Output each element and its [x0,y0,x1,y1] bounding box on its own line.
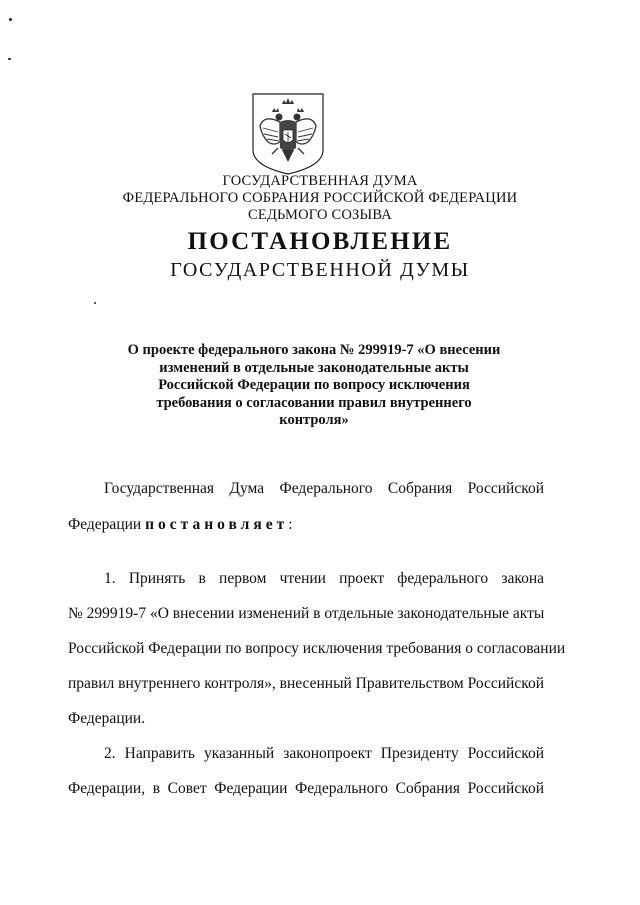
paragraph-2-line: 2. Направить указанный законопроект Президенту Российской [104,745,544,762]
subject-line: О проекте федерального закона № 299919-7 «О внесении [127,342,501,358]
scan-speck [9,18,12,21]
subject-line: контроля» [279,412,349,428]
intro-line: Государственная Дума Федерального Собрания Российской [104,480,544,497]
paragraph-1-line: правил внутреннего контроля», внесенный Правительством Российской [68,675,544,692]
subject-line: изменений в отдельные законодательные акты [159,359,469,376]
intro-text: Федерации [68,516,146,533]
paragraph-1-line: Российской Федерации по вопросу исключения требования о согласовании [68,640,566,657]
paragraph-2-line: Федерации, в Совет Федерации Федерального Собрания Российской [68,780,544,797]
subject-line: Российской Федерации по вопросу исключения [158,377,470,393]
intro-colon: : [288,516,293,533]
intro-line [68,516,293,534]
paragraph-1-line: Федерации. [68,710,146,727]
paragraph-1-line: № 299919-7 «О внесении изменений в отдельные законодательные акты [68,605,545,622]
document-subtitle: ГОСУДАРСТВЕННОЙ ДУМЫ [170,259,470,281]
resolves-word: постановляет [145,516,289,533]
assembly-name: ФЕДЕРАЛЬНОГО СОБРАНИЯ РОССИЙСКОЙ ФЕДЕРАЦИИ [122,190,518,206]
document-title: ПОСТАНОВЛЕНИЕ [187,228,453,255]
scan-speck [94,302,96,304]
coat-of-arms-emblem [250,92,326,176]
paragraph-1-line: 1. Принять в первом чтении проект федерального закона [104,570,544,587]
subject-line: требования о согласовании правил внутреннего [156,394,472,411]
parliament-name: ГОСУДАРСТВЕННАЯ ДУМА [222,173,418,189]
resolution-subject [100,342,528,430]
convocation: СЕДЬМОГО СОЗЫВА [248,207,392,223]
scan-speck [8,58,11,60]
